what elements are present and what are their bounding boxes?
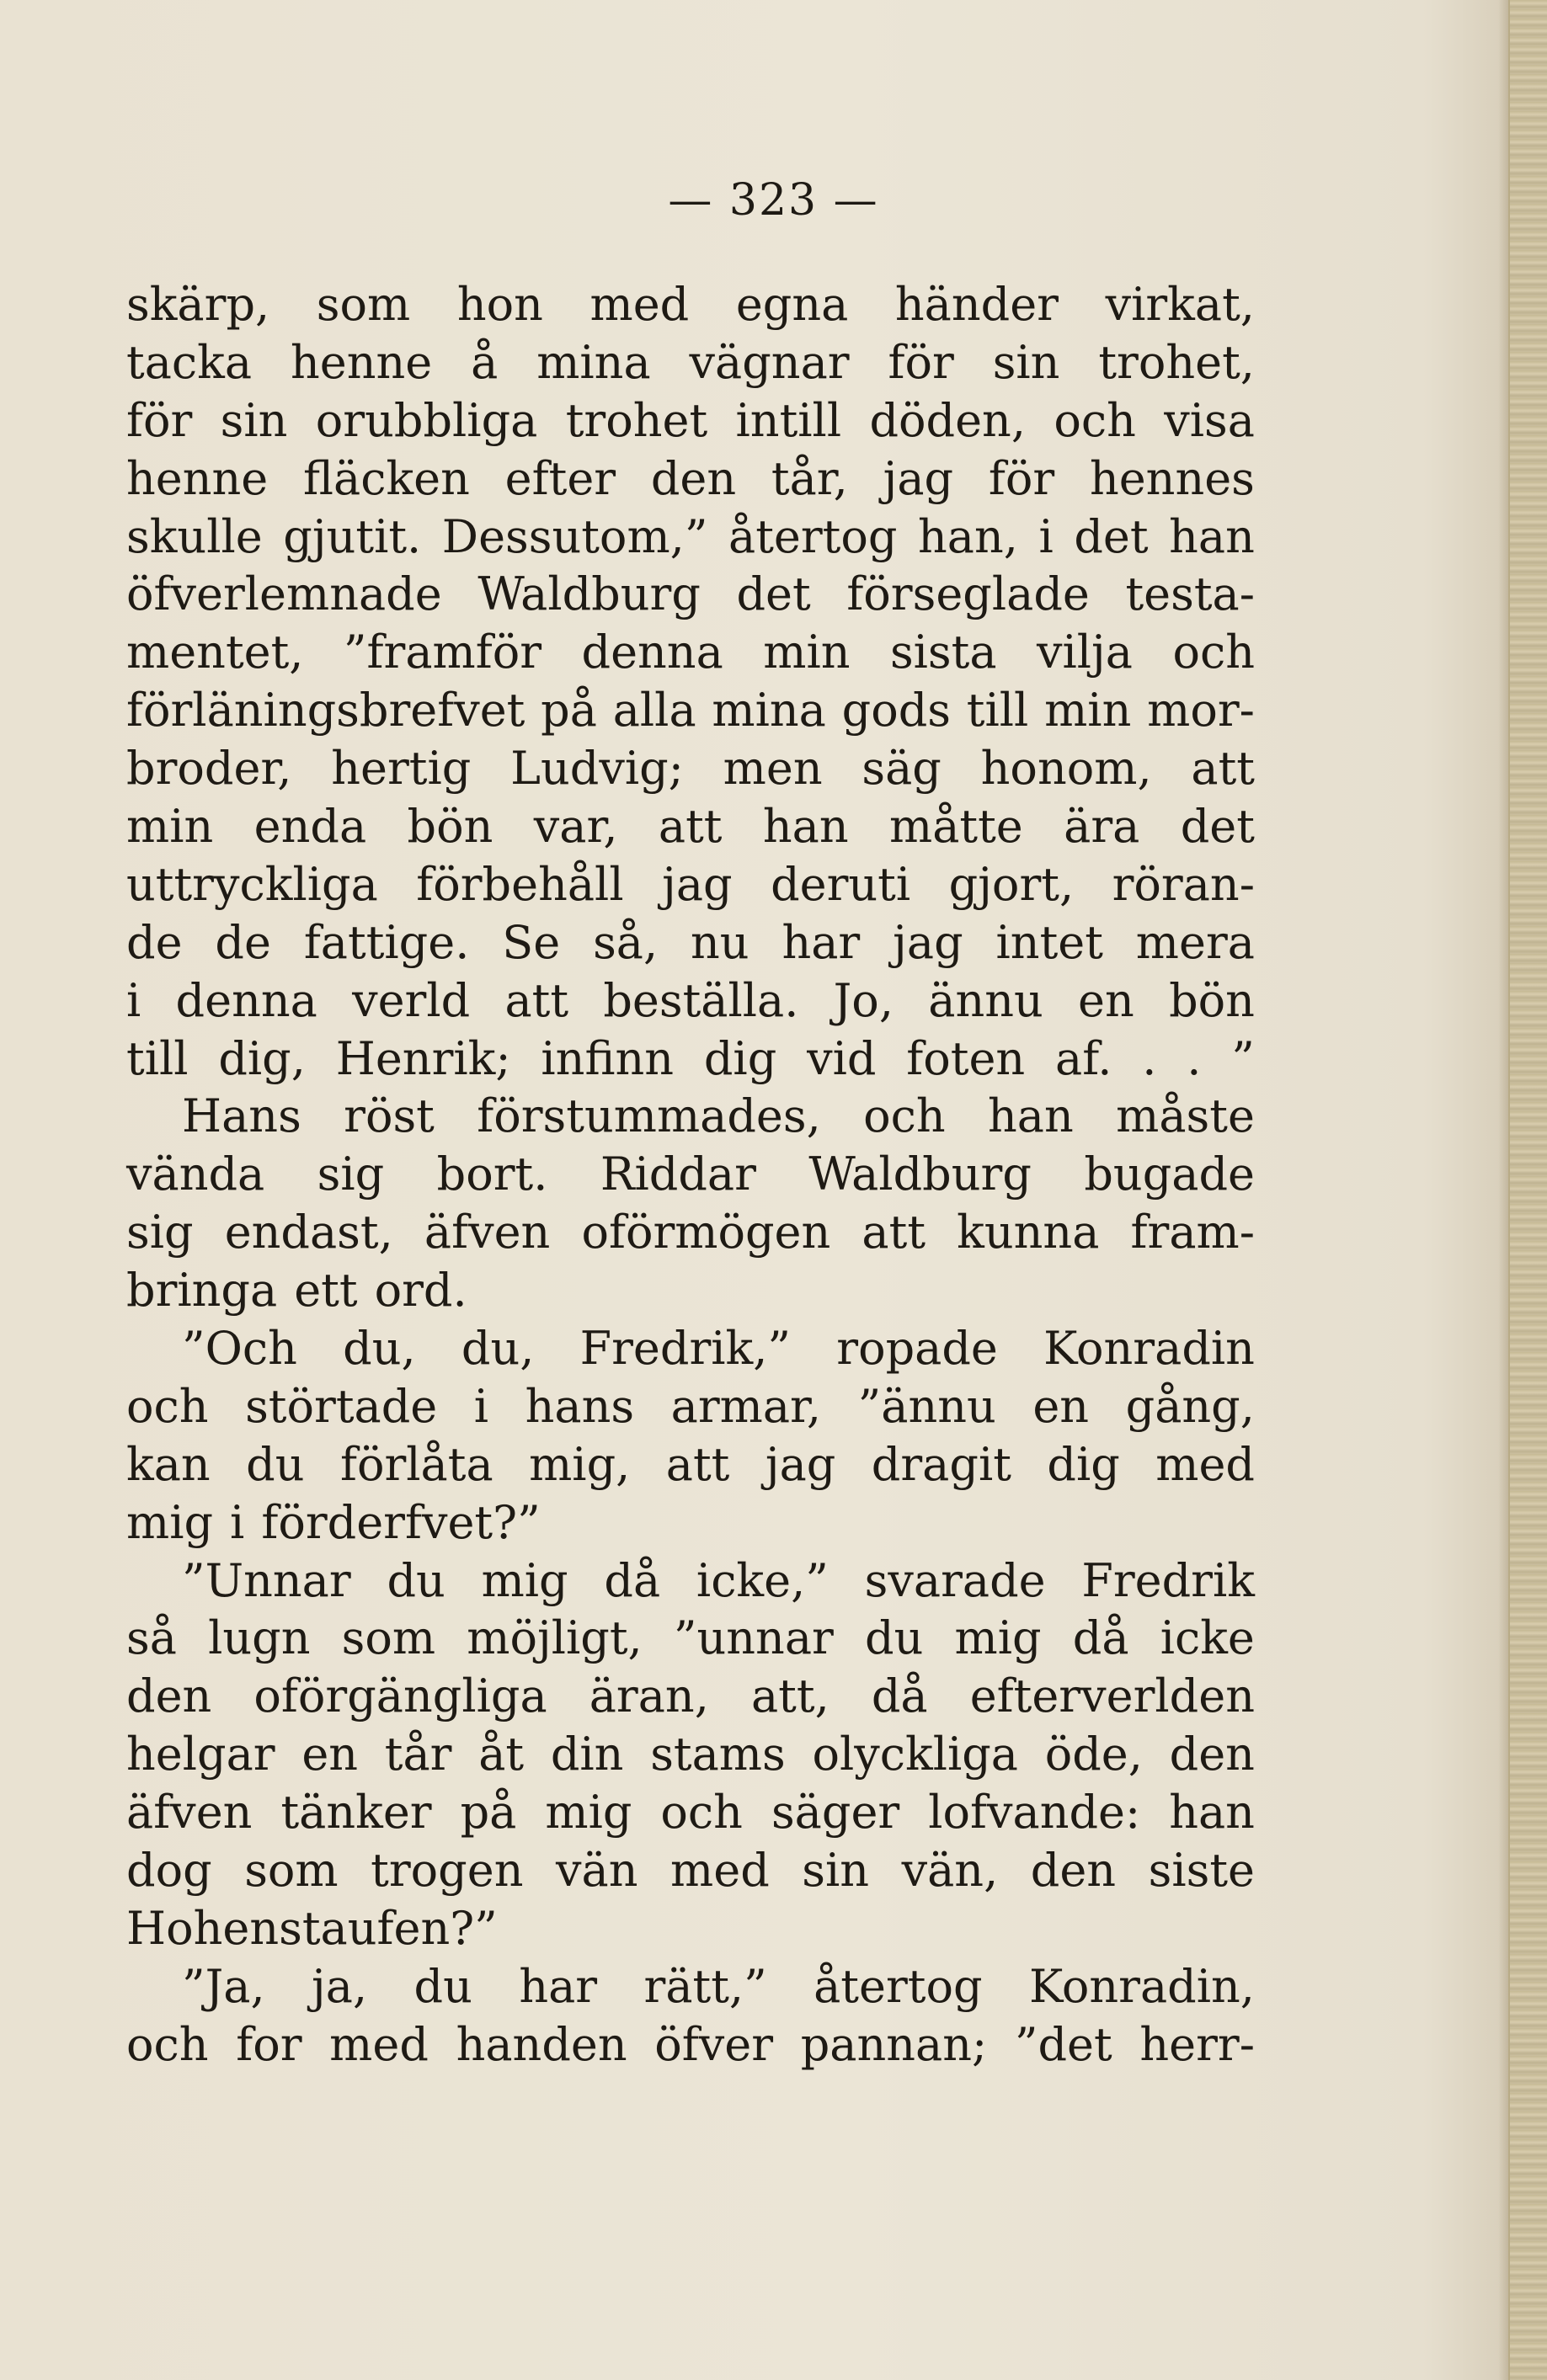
word: sista xyxy=(889,626,997,679)
word: en xyxy=(1078,973,1134,1027)
word: nu xyxy=(691,915,749,969)
word: henne xyxy=(126,451,269,505)
word: åt xyxy=(478,1728,525,1781)
word: döden, xyxy=(869,393,1026,447)
word: och xyxy=(863,1089,946,1143)
word: beställa. xyxy=(603,973,799,1027)
text-line xyxy=(126,278,1255,336)
word: förbehåll xyxy=(416,857,624,911)
text-line xyxy=(126,1147,1255,1206)
word: verld xyxy=(352,973,471,1027)
word: bön xyxy=(1169,973,1255,1027)
word: och xyxy=(1054,393,1136,447)
word: intet xyxy=(995,915,1103,969)
word: trogen xyxy=(371,1844,524,1898)
word: Henrik; xyxy=(335,1031,511,1085)
word: med xyxy=(1155,1437,1255,1491)
word: störtade xyxy=(245,1379,438,1433)
word: ”det xyxy=(1014,2017,1112,2071)
word: kunna xyxy=(957,1206,1100,1259)
word: ”Ja, xyxy=(182,1959,265,2013)
word: men xyxy=(723,742,823,796)
word: . xyxy=(1142,1031,1157,1085)
word: vägnar xyxy=(689,335,850,389)
word: icke xyxy=(1160,1611,1255,1665)
word: som xyxy=(316,278,411,331)
word: min xyxy=(1044,684,1132,737)
word: kan xyxy=(126,1437,211,1491)
word: i xyxy=(230,1495,245,1549)
word: en xyxy=(1032,1379,1090,1433)
word: efter xyxy=(504,451,616,505)
book-binding-edge xyxy=(1508,0,1547,2380)
word: förlåta xyxy=(339,1437,493,1491)
word: i xyxy=(1038,509,1054,563)
word: mina xyxy=(712,684,826,737)
word: äfven xyxy=(126,1786,253,1840)
word: dog xyxy=(126,1844,212,1898)
word: tänker xyxy=(280,1786,432,1840)
text-line xyxy=(126,1844,1255,1902)
text-line xyxy=(126,1902,1255,1960)
word: sin xyxy=(220,393,288,447)
word: och xyxy=(126,2017,209,2071)
word: trohet xyxy=(565,393,708,447)
word: med xyxy=(670,1844,770,1898)
text-line xyxy=(126,1728,1255,1786)
word: icke,” xyxy=(696,1553,829,1607)
word: öfver xyxy=(654,2017,774,2071)
word: förseglade xyxy=(846,567,1090,621)
text-line xyxy=(126,1322,1255,1380)
text-line xyxy=(126,394,1255,452)
word: jag xyxy=(662,857,733,911)
word: dig xyxy=(1047,1437,1120,1491)
word: att xyxy=(504,973,569,1027)
word: det xyxy=(1180,800,1255,854)
word: för xyxy=(888,335,954,389)
word: ett xyxy=(294,1264,358,1318)
text-line xyxy=(126,336,1255,394)
text-line xyxy=(126,1438,1255,1496)
word: af. xyxy=(1055,1031,1112,1085)
word: Dessutom,” xyxy=(441,509,708,563)
text-line xyxy=(126,1089,1255,1147)
word: vän, xyxy=(901,1844,999,1898)
word: ” xyxy=(1231,1031,1255,1085)
word: på xyxy=(460,1786,517,1840)
word: Waldburg xyxy=(477,567,701,621)
word: som xyxy=(244,1844,339,1898)
word: röst xyxy=(344,1089,435,1143)
word: ja, xyxy=(312,1959,368,2013)
word: mina xyxy=(536,335,651,389)
word: den xyxy=(126,1669,212,1723)
word: mentet, xyxy=(126,626,304,679)
word: sig xyxy=(317,1147,385,1201)
word: virkat, xyxy=(1105,278,1255,331)
word: den xyxy=(1030,1844,1117,1898)
word: stams xyxy=(650,1728,786,1781)
word: på xyxy=(541,684,597,737)
text-line xyxy=(126,1496,1255,1554)
word: gång, xyxy=(1125,1379,1255,1433)
body-text xyxy=(126,278,1255,2076)
word: ropade xyxy=(836,1322,998,1376)
word: med xyxy=(329,2017,429,2071)
word: som xyxy=(341,1611,436,1665)
word: du xyxy=(865,1611,924,1665)
text-line xyxy=(126,916,1255,974)
text-line xyxy=(126,2018,1255,2076)
word: fram- xyxy=(1130,1206,1255,1259)
word: bringa xyxy=(126,1264,278,1318)
word: vända xyxy=(126,1147,265,1201)
word: den xyxy=(650,451,737,505)
word: jag xyxy=(765,1437,836,1491)
word: för xyxy=(126,393,193,447)
word: Fredrik,” xyxy=(579,1322,792,1376)
word: då xyxy=(1072,1611,1129,1665)
word: olyckliga xyxy=(812,1728,1018,1781)
text-line xyxy=(126,626,1255,684)
word: Riddar xyxy=(600,1147,756,1201)
word: mig xyxy=(126,1495,214,1549)
word: min xyxy=(126,800,214,854)
word: tacka xyxy=(126,335,253,389)
word: Hohenstaufen?” xyxy=(126,1901,498,1955)
word: å xyxy=(471,335,499,389)
word: säger xyxy=(771,1786,900,1840)
word: skärp, xyxy=(126,278,270,331)
word: måtte xyxy=(889,800,1023,854)
word: Jo, xyxy=(833,973,894,1027)
word: så, xyxy=(593,915,659,969)
word: ”Unnar xyxy=(182,1553,351,1607)
word: pannan; xyxy=(800,2017,988,2071)
word: mig xyxy=(954,1611,1042,1665)
word: trohet, xyxy=(1098,335,1255,389)
text-line xyxy=(126,1611,1255,1669)
word: han xyxy=(762,800,849,854)
word: endast, xyxy=(224,1206,393,1259)
word: visa xyxy=(1164,393,1255,447)
word: Konradin, xyxy=(1028,1959,1255,2013)
word: siste xyxy=(1148,1844,1255,1898)
word: oförmögen xyxy=(581,1206,831,1259)
word: mig xyxy=(545,1786,632,1840)
word: infinn xyxy=(541,1031,675,1085)
word: gods xyxy=(841,684,952,737)
word: efterverlden xyxy=(969,1669,1255,1723)
word: säg xyxy=(862,742,942,796)
word: du, xyxy=(343,1322,416,1376)
text-line xyxy=(126,567,1255,626)
word: förstummades, xyxy=(477,1089,821,1143)
word: att xyxy=(862,1206,926,1259)
word: ”Och xyxy=(182,1322,297,1376)
word: tår xyxy=(384,1728,452,1781)
word: måste xyxy=(1116,1089,1255,1143)
word: intill xyxy=(735,393,842,447)
word: händer xyxy=(894,278,1059,331)
word: dig, xyxy=(218,1031,306,1085)
word: deruti xyxy=(771,857,911,911)
word: enda xyxy=(253,800,367,854)
word: har xyxy=(519,1959,598,2013)
word: han xyxy=(1169,509,1255,563)
word: gjort, xyxy=(948,857,1075,911)
word: handen xyxy=(456,2017,627,2071)
word: Konradin xyxy=(1043,1322,1255,1376)
word: hon xyxy=(456,278,543,331)
text-line xyxy=(126,1960,1255,2018)
text-line xyxy=(126,1032,1255,1090)
word: ännu xyxy=(928,973,1043,1027)
word: skulle xyxy=(126,509,263,563)
word: återtog xyxy=(728,509,898,563)
word: då xyxy=(871,1669,928,1723)
word: de xyxy=(126,915,183,969)
word: lugn xyxy=(208,1611,311,1665)
word: öde, xyxy=(1044,1728,1143,1781)
word: mig, xyxy=(529,1437,631,1491)
word: egna xyxy=(735,278,849,331)
text-line xyxy=(126,742,1255,800)
word: äfven xyxy=(424,1206,551,1259)
word: det xyxy=(736,567,811,621)
word: dig xyxy=(703,1031,777,1085)
word: vän xyxy=(556,1844,638,1898)
word: sin xyxy=(992,335,1060,389)
word: lofvande: xyxy=(928,1786,1141,1840)
word: ära xyxy=(1064,800,1140,854)
word: till xyxy=(126,1031,189,1085)
word: möjligt, xyxy=(467,1611,643,1665)
word: svarade xyxy=(864,1553,1046,1607)
word: herr- xyxy=(1139,2017,1255,2071)
word: och xyxy=(660,1786,743,1840)
word: bön xyxy=(407,800,493,854)
text-line xyxy=(126,1206,1255,1264)
word: återtog xyxy=(814,1959,983,2013)
word: du xyxy=(387,1553,445,1607)
text-line xyxy=(126,1380,1255,1438)
word: fläcken xyxy=(303,451,470,505)
word: helgar xyxy=(126,1728,275,1781)
word: hennes xyxy=(1089,451,1255,505)
word: denna xyxy=(581,626,723,679)
word: sin xyxy=(802,1844,870,1898)
word: Hans xyxy=(182,1089,301,1143)
word: sig xyxy=(126,1206,194,1259)
word: den xyxy=(1169,1728,1255,1781)
word: Waldburg xyxy=(808,1147,1032,1201)
word: röran- xyxy=(1112,857,1255,911)
word: förderfvet?” xyxy=(261,1495,541,1549)
word: vid xyxy=(807,1031,877,1085)
word: mera xyxy=(1135,915,1255,969)
word: i xyxy=(473,1379,489,1433)
word: jag xyxy=(883,451,954,505)
text-line xyxy=(126,1554,1255,1612)
text-line xyxy=(126,452,1255,510)
word: foten xyxy=(906,1031,1026,1085)
word: ord. xyxy=(374,1264,467,1318)
word: uttryckliga xyxy=(126,857,378,911)
word: du, xyxy=(461,1322,535,1376)
word: för xyxy=(988,451,1055,505)
word: vilja xyxy=(1037,626,1133,679)
word: bort. xyxy=(436,1147,548,1201)
word: en xyxy=(301,1728,359,1781)
word: oförgängliga xyxy=(253,1669,547,1723)
word: mor- xyxy=(1147,684,1255,737)
page-number: — 323 — xyxy=(668,175,879,226)
word: att xyxy=(1191,742,1255,796)
word: det xyxy=(1074,509,1149,563)
text-line xyxy=(126,1264,1255,1322)
text-line xyxy=(126,974,1255,1032)
word: testa- xyxy=(1125,567,1255,621)
text-line xyxy=(126,510,1255,568)
word: och xyxy=(126,1379,209,1433)
word: denna xyxy=(175,973,317,1027)
word: du xyxy=(413,1959,472,2013)
word: henne xyxy=(290,335,433,389)
word: min xyxy=(763,626,851,679)
word: äran, xyxy=(589,1669,709,1723)
text-line xyxy=(126,1786,1255,1844)
word: tår, xyxy=(771,451,848,505)
word: bugade xyxy=(1084,1147,1255,1201)
word: så xyxy=(126,1611,177,1665)
word: dragit xyxy=(871,1437,1011,1491)
word: Fredrik xyxy=(1081,1553,1255,1607)
text-line xyxy=(126,1669,1255,1728)
word: att xyxy=(665,1437,730,1491)
word: alla xyxy=(612,684,696,737)
word: for xyxy=(236,2017,302,2071)
word: han xyxy=(1169,1786,1255,1840)
word: ”ännu xyxy=(857,1379,996,1433)
text-line xyxy=(126,684,1255,742)
word: jag xyxy=(893,915,963,969)
word: att xyxy=(658,800,723,854)
word: förläningsbrefvet xyxy=(126,684,525,737)
word: Ludvig; xyxy=(510,742,684,796)
word: mig xyxy=(481,1553,568,1607)
word: Se xyxy=(502,915,561,969)
text-line xyxy=(126,800,1255,858)
word: de xyxy=(215,915,271,969)
word: då xyxy=(604,1553,661,1607)
word: att, xyxy=(750,1669,830,1723)
word: var, xyxy=(533,800,618,854)
word: rätt,” xyxy=(643,1959,767,2013)
word: hans xyxy=(525,1379,635,1433)
word: honom, xyxy=(980,742,1152,796)
word: ”unnar xyxy=(673,1611,834,1665)
word: ”framför xyxy=(343,626,542,679)
text-line xyxy=(126,858,1255,916)
word: . xyxy=(1187,1031,1202,1085)
word: fattige. xyxy=(303,915,470,969)
word: i xyxy=(126,973,141,1027)
word: öfverlemnade xyxy=(126,567,442,621)
word: du xyxy=(246,1437,305,1491)
word: han xyxy=(988,1089,1074,1143)
word: din xyxy=(550,1728,624,1781)
word: gjutit. xyxy=(283,509,422,563)
word: hertig xyxy=(331,742,472,796)
word: har xyxy=(782,915,861,969)
word: han, xyxy=(918,509,1018,563)
word: till xyxy=(966,684,1029,737)
word: och xyxy=(1172,626,1255,679)
word: med xyxy=(589,278,690,331)
word: broder, xyxy=(126,742,292,796)
word: orubbliga xyxy=(315,393,538,447)
word: armar, xyxy=(670,1379,822,1433)
